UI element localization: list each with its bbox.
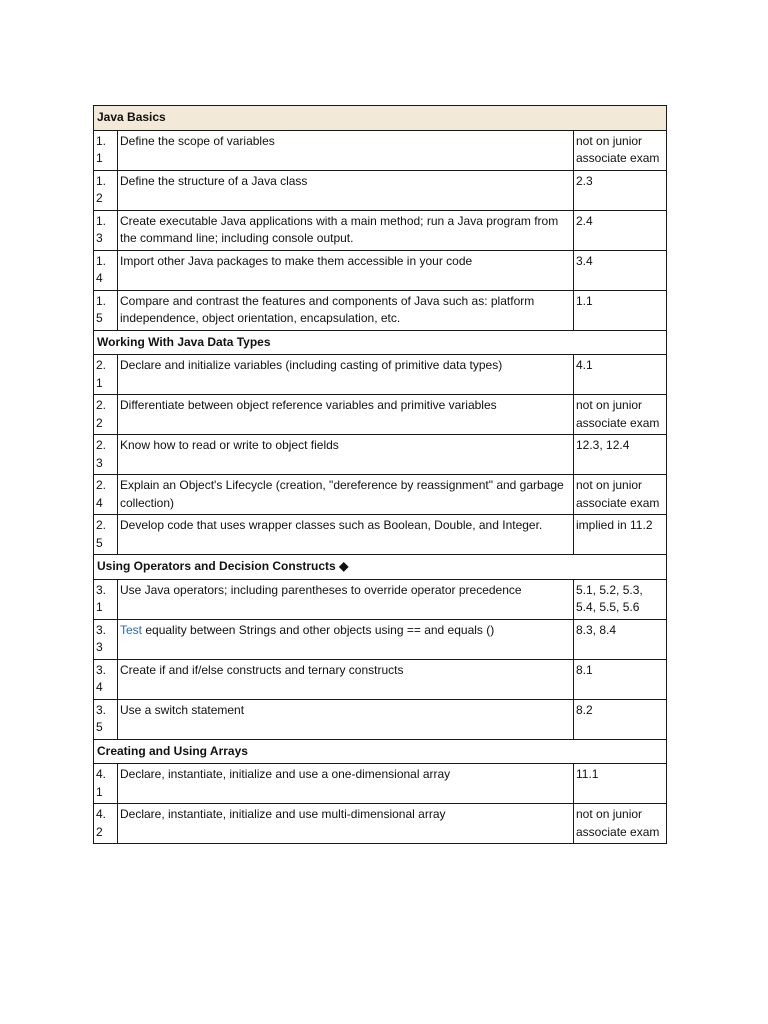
objective-description-text: Use a switch statement: [120, 702, 245, 717]
objective-description: [118, 435, 574, 475]
objective-description-text: Define the scope of variables: [120, 133, 275, 148]
table-row: [94, 619, 667, 659]
table-row: [94, 699, 667, 739]
chapter-reference: not on junior associate exam: [574, 395, 667, 435]
objective-description-text: Declare, instantiate, initialize and use a one-dimensional array: [120, 767, 451, 781]
chapter-reference: 12.3, 12.4: [574, 435, 667, 475]
section-title-text: Java Basics: [97, 110, 166, 124]
table-row: [94, 395, 667, 435]
objective-description: [118, 395, 574, 435]
objective-description-text: Use Java operators; including parentheses to override operator precedence: [120, 582, 522, 597]
objective-number: 2. 3: [94, 435, 118, 475]
objective-description-text: Develop code that uses wrapper classes such as Boolean, Double, and Integer.: [120, 518, 543, 532]
chapter-reference: not on junior associate exam: [574, 804, 667, 844]
section-title: [94, 555, 667, 580]
objective-number: 4. 1: [94, 764, 118, 804]
table-row: [94, 579, 667, 619]
objective-number: 2. 1: [94, 355, 118, 395]
chapter-reference: 8.1: [574, 659, 667, 699]
exam-objectives-table: [93, 105, 667, 844]
table-row: [94, 435, 667, 475]
section-header-creating-and-using-arrays: [94, 739, 667, 764]
objective-description-text: Declare and initialize variables (including casting of primitive data types): [120, 358, 503, 372]
table-row: [94, 659, 667, 699]
objective-number: 3. 5: [94, 699, 118, 739]
objective-description: [118, 619, 574, 659]
objective-number: 1. 5: [94, 290, 118, 330]
objective-number: 1. 2: [94, 170, 118, 210]
table-row: [94, 250, 667, 290]
objective-description-text: Define the structure of a Java class: [120, 173, 308, 188]
section-header-java-basics: [94, 106, 667, 131]
section-header-using-operators-and-decision-constructs: [94, 555, 667, 580]
objective-number: 3. 3: [94, 619, 118, 659]
chapter-reference: 11.1: [574, 764, 667, 804]
table-row: [94, 170, 667, 210]
objective-description-text: equality between Strings and other objects using == and equals (): [142, 622, 495, 637]
table-row: [94, 515, 667, 555]
objective-description-text: Explain an Object's Lifecycle (creation, "dereference by reassignment" and garbage collection): [120, 478, 564, 510]
objective-description: [118, 659, 574, 699]
chapter-reference: implied in 11.2: [574, 515, 667, 555]
chapter-reference: 2.3: [574, 170, 667, 210]
objective-number: 2. 4: [94, 475, 118, 515]
chapter-reference: not on junior associate exam: [574, 130, 667, 170]
table-row: [94, 475, 667, 515]
section-title-text: Using Operators and Decision Constructs: [97, 559, 336, 573]
table-row: [94, 290, 667, 330]
objective-number: 1. 4: [94, 250, 118, 290]
section-header-working-with-java-data-types: [94, 330, 667, 355]
objective-description-text: Differentiate between object reference variables and primitive variables: [120, 398, 497, 412]
objective-description: [118, 210, 574, 250]
objective-number: 4. 2: [94, 804, 118, 844]
section-title: [94, 106, 667, 131]
objective-number: 1. 3: [94, 210, 118, 250]
section-title-text: Working With Java Data Types: [97, 334, 271, 349]
objective-description: [118, 699, 574, 739]
chapter-reference: 2.4: [574, 210, 667, 250]
chapter-reference: not on junior associate exam: [574, 475, 667, 515]
table-row: [94, 130, 667, 170]
objective-number: 2. 2: [94, 395, 118, 435]
objective-description-text: Import other Java packages to make them accessible in your code: [120, 253, 473, 268]
section-title: [94, 330, 667, 355]
objective-description: [118, 250, 574, 290]
diamond-icon: ◆: [339, 559, 349, 573]
objective-description-text: Declare, instantiate, initialize and use multi-dimensional array: [120, 807, 446, 821]
objective-number: 2. 5: [94, 515, 118, 555]
objective-description-text: Create if and if/else constructs and ternary constructs: [120, 662, 404, 677]
objective-description: [118, 355, 574, 395]
table-row: [94, 804, 667, 844]
objective-description: [118, 804, 574, 844]
objective-description: [118, 764, 574, 804]
table-row: [94, 764, 667, 804]
chapter-reference: 4.1: [574, 355, 667, 395]
table-body: [94, 106, 667, 844]
objective-description: [118, 170, 574, 210]
objective-description: [118, 515, 574, 555]
chapter-reference: 1.1: [574, 290, 667, 330]
section-title: [94, 739, 667, 764]
chapter-reference: 5.1, 5.2, 5.3, 5.4, 5.5, 5.6: [574, 579, 667, 619]
objective-description-text: Know how to read or write to object fields: [120, 438, 339, 452]
section-title-text: Creating and Using Arrays: [97, 743, 248, 758]
chapter-reference: 8.3, 8.4: [574, 619, 667, 659]
table-row: [94, 210, 667, 250]
objective-description-text: Create executable Java applications with a main method; run a Java program from the command line; including console output.: [120, 213, 559, 245]
objective-description-text: Compare and contrast the features and components of Java such as: platform independence, object orientation, encapsulation, etc.: [120, 293, 535, 325]
chapter-reference: 8.2: [574, 699, 667, 739]
objective-number: 3. 1: [94, 579, 118, 619]
objective-number: 1. 1: [94, 130, 118, 170]
chapter-reference: 3.4: [574, 250, 667, 290]
table-row: [94, 355, 667, 395]
objective-description: [118, 130, 574, 170]
objective-description: [118, 290, 574, 330]
test-link[interactable]: Test: [120, 622, 143, 637]
objective-description: [118, 475, 574, 515]
objective-number: 3. 4: [94, 659, 118, 699]
objective-description: [118, 579, 574, 619]
